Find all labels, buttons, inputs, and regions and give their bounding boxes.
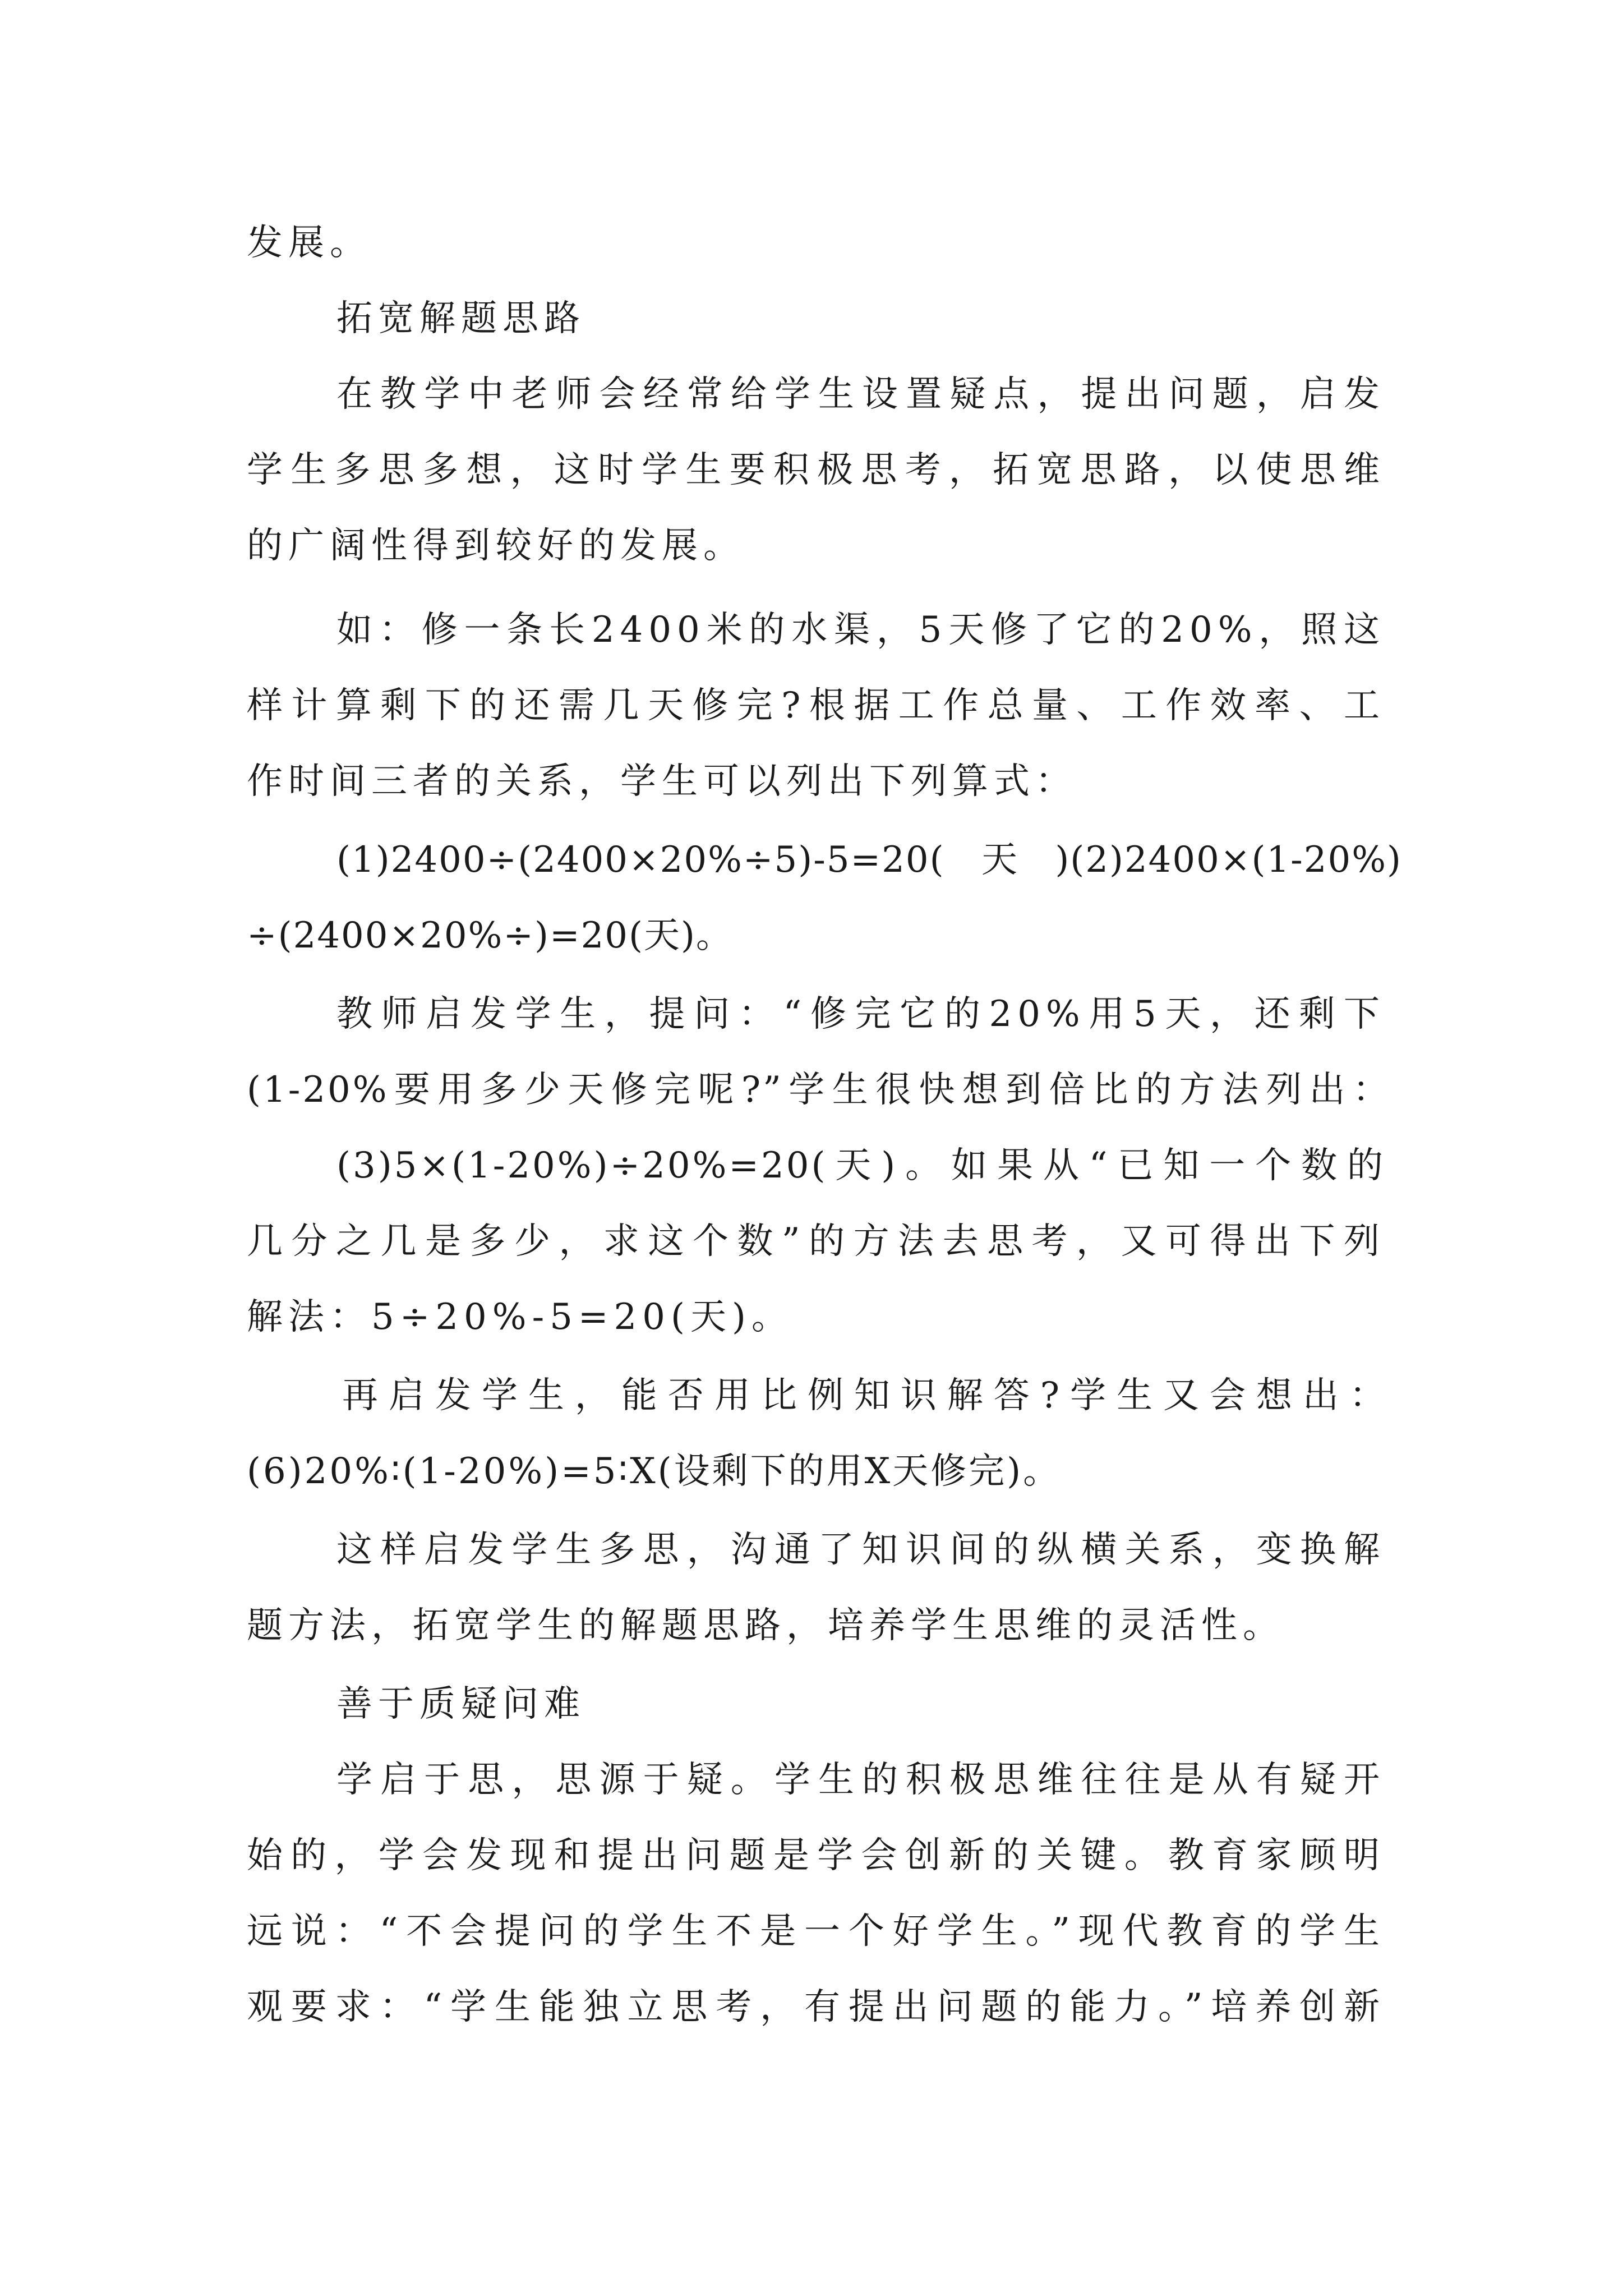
section-heading: 拓宽解题思路 [336,298,585,339]
text-line: 样计算剩下的还需几天修完?根据工作总量、工作效率、工 [247,685,1385,726]
text-line: 几分之几是多少，求这个数”的方法去思考，又可得出下列 [247,1221,1385,1262]
text-line: 在教学中老师会经常给学生设置疑点，提出问题，启发 [336,374,1385,415]
text-line: 发展。 [247,222,371,264]
text-line: 观要求：“学生能独立思考，有提出问题的能力。”培养创新 [247,1986,1385,2028]
text-line: 如：修一条长2400米的水渠，5天修了它的20%，照这 [336,609,1385,651]
text-line: 远说：“不会提问的学生不是一个好学生。”现代教育的学生 [247,1911,1385,1952]
text-line: 教师启发学生，提问：“修完它的20%用5天，还剩下 [336,993,1385,1035]
text-line: 这样启发学生多思，沟通了知识间的纵横关系，变换解 [336,1529,1385,1571]
formula-line: (1)2400÷(2400×20%÷5)-5=20(天)(2)2400×(1-20%) [336,839,1402,881]
formula-line: ÷(2400×20%÷)=20(天)。 [247,915,733,956]
text-line: (1-20%要用多少天修完呢?”学生很快想到倍比的方法列出： [247,1069,1391,1111]
text-line: 学生多思多想，这时学生要积极思考，拓宽思路，以使思维 [247,449,1385,491]
text-line: 始的，学会发现和提出问题是学会创新的关键。教育家顾明 [247,1835,1385,1876]
section-heading: 善于质疑问难 [336,1683,585,1725]
text-line: 解法：5÷20%-5=20(天)。 [247,1296,793,1338]
text-line: 的广阔性得到较好的发展。 [247,525,745,567]
formula-line: (6)20%∶(1-20%)=5∶X(设剩下的用X天修完)。 [247,1451,1062,1492]
text-line: 题方法，拓宽学生的解题思路，培养学生思维的灵活性。 [247,1605,1284,1646]
text-line: (3)5×(1-20%)÷20%=20(天)。如果从“已知一个数的 [336,1145,1385,1186]
text-line: 学启于思，思源于疑。学生的积极思维往往是从有疑开 [336,1759,1385,1801]
text-line: 作时间三者的关系，学生可以列出下列算式： [247,761,1077,802]
text-line: 再启发学生，能否用比例知识解答?学生又会想出： [342,1375,1391,1416]
